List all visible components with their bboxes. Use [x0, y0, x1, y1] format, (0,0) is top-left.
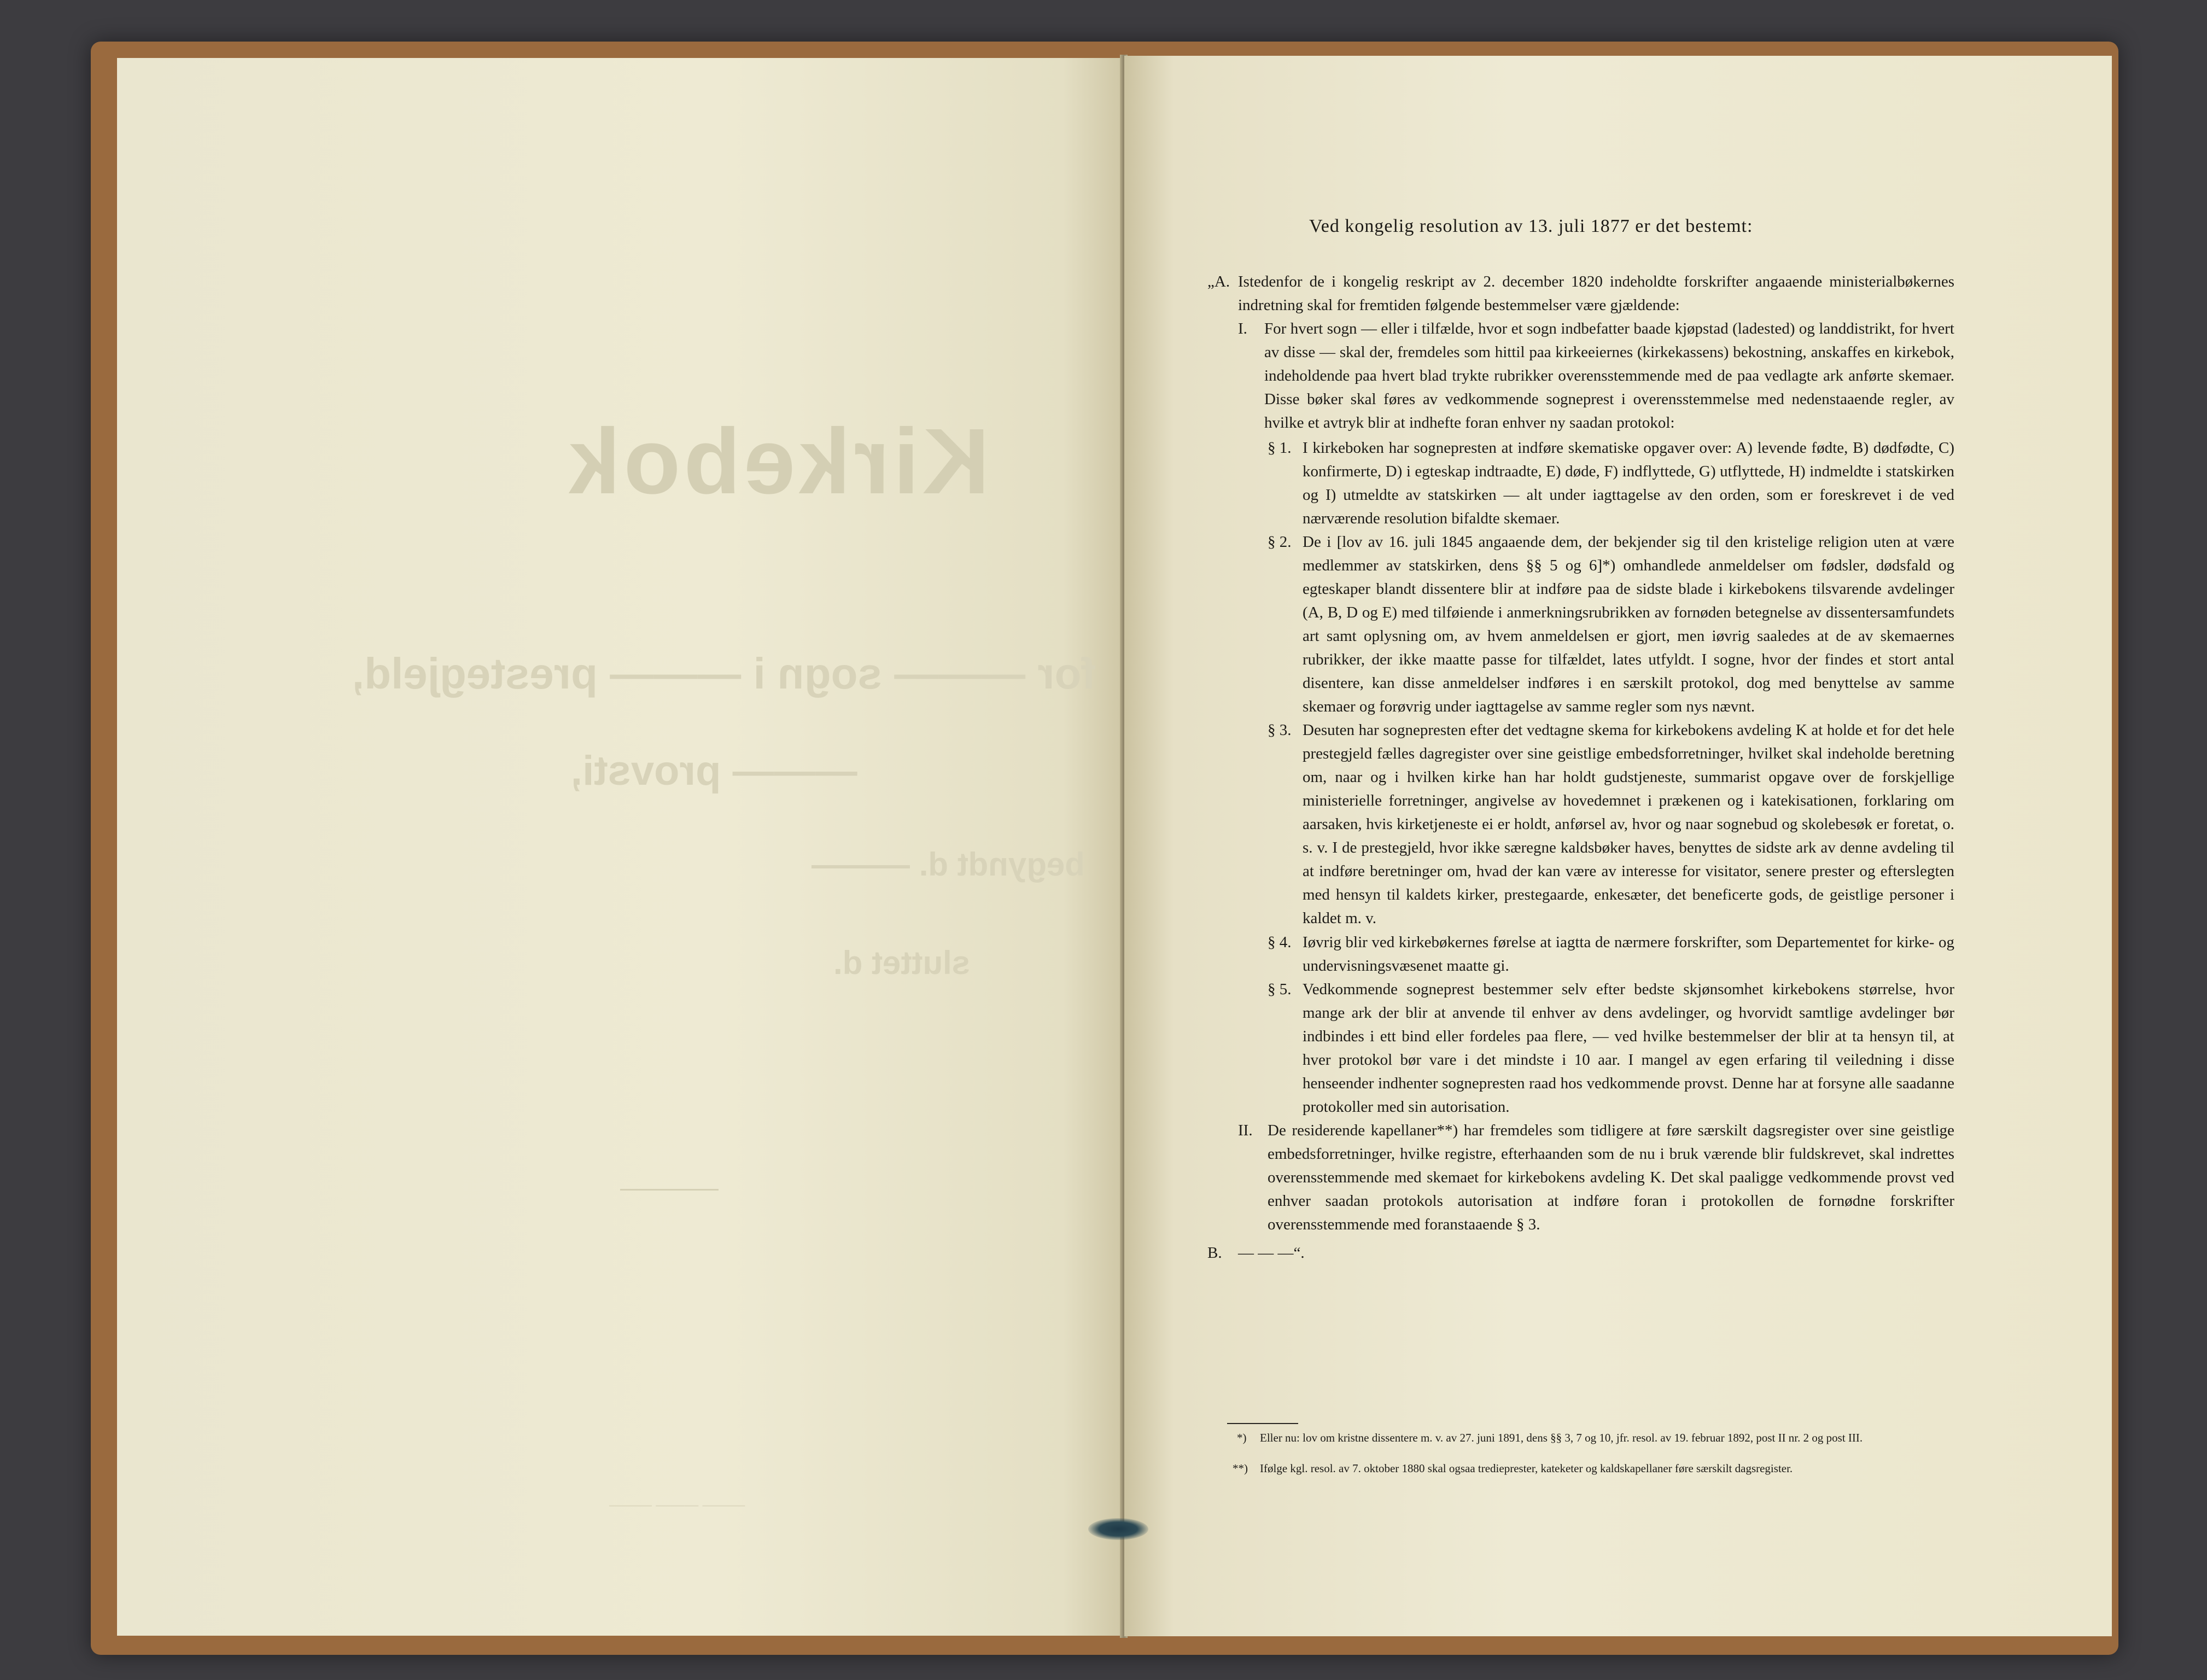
paragraph-3-text: Desuten har sognepresten efter det vedtagne skema for kirkebokens avdeling K at holde et for det hele prestegjeld fælles dagregister over sine geistlige embedsforretninger, hvilket skal indeholde beretning om, naar og i hvilken kirke han har holdt gudstjeneste, summarist opgave over de forskjellige ministerielle forretninger, angivelse av hovedemnet i prækenen og i katekisationen, forklaring om aarsaken, hvis kirketjeneste ei er holdt, anførsel av, hvor og naar sognebud og skolebesøk er foretat, o. s. v. I de prestegjeld, hvor ikke særegne kaldsbøker haves, benyttes de sidste ark av denne avdeling til at indføre beretninger om, hvad der kan være av interesse for visitator, senere prester og efterslegten med hensyn til kaldets kirker, prestegaarde, enkesæter, det beneficerte gods, de geistlige personer i kaldet m. v.: [1303, 721, 1954, 927]
section-b-text: — — —“.: [1238, 1244, 1305, 1262]
bleed-through-rule: [620, 1189, 719, 1191]
part-ii-text: De residerende kapellaner**) har fremdeles som tidligere at føre særskilt dagsregister over sine geistlige embedsforretninger, hvilke registre, efterhaanden som de nu i bruk værende blir fuldskrevet, skal indrettes overensstemmende med skemaet for kirkebokens avdeling K. Det skal paaligge vedkommende provst ved enhver saadan protokols autorisation at indføre foran i protokollen de fornødne forskrifter overensstemmende med foranstaaende § 3.: [1268, 1122, 1954, 1233]
footnote-2-text: Ifølge kgl. resol. av 7. oktober 1880 skal ogsaa tredieprester, kateketer og kaldskapellaner føre særskilt dagsregister.: [1260, 1462, 1793, 1475]
paragraph-5-text: Vedkommende sogneprest bestemmer selv efter bedste skjønsomhet kirkebokens størrelse, hvor mange ark der blir at anvende til enhver av dens avdelinger, og hvorvidt samtlige avdelinger bør indbindes i ett bind eller fordeles paa flere, — ved hvilke bestemmelser der blir at ta hensyn til, at hver protokol bør vare i det mindste i 10 aar. I mangel av egen erfaring til veiledning i disse henseender indhenter sognepresten raad hos vedkommende provst. Denne har at forsyne alle saadanne protokoller med sin autorisation.: [1303, 981, 1954, 1116]
part-ii-label: II.: [1238, 1122, 1253, 1139]
paragraph-1-text: I kirkeboken har sognepresten at indføre skematiske opgaver over: A) levende fødte, B) dødfødte, C) konfirmerte, D) i egteskap indtraadte, E) døde, F) indflyttede, G) utflyttede, H) indmeldte i statskirken og I) utmeldte av statskirken — alt under iagttagelse av den orden, som er foreskrevet i de ved nærværende resolution bifaldte skemaer.: [1303, 439, 1954, 527]
bleed-through-line: ——— provsti,: [571, 748, 857, 794]
footnote-2-mark: **): [1233, 1462, 1248, 1475]
ink-stain: [1088, 1518, 1148, 1540]
footnote-1-mark: *): [1237, 1431, 1247, 1444]
paragraph-2-text: De i [lov av 16. juli 1845 angaaende dem, der bekjender sig til den kristelige religion uten at være medlemmer av statskirken, dens §§ 5 og 6]*) omhandlede anmeldelser om fødsler, dødsfald og egteskaper blandt dissentere blir at indføre paa de sidste blade i kirkebokens tilsvarende avdelinger (A, B, D og E) med tilføiende i anmerkningsrubrikken av fornøden betegnelse av dissentersamfundets art samt oplysning om, av hvem anmeldelsen er gjort, men iøvrig saaledes at de av skemaernes rubrikker, der ikke maatte passe for tilfældet, lates utfyldt. I sogne, hvor der findes et stort antal disentere, kan disse anmeldelser indføres i en særskilt protokol, dog med benyttelse av samme skemaer og forøvrig under iagttagelse av samme regler som nys nævnt.: [1303, 533, 1954, 715]
part-i-text: For hvert sogn — eller i tilfælde, hvor et sogn indbefatter baade kjøpstad (ladested) og landdistrikt, for hvert av disse — skal der, fremdeles som hittil paa kirkeeiernes (kirkekassens) bekostning, anskaffes en kirkebok, indeholdende paa hvert blad trykte rubrikker overensstemmende med de paa vedlagte ark anførte skemaer. Disse bøker skal føres av vedkommende sogneprest i overensstemmelse med nedenstaaende regler, av hvilke et avtryk blir at indhefte foran enhver ny saadan protokol:: [1264, 320, 1954, 431]
section-b-label: B.: [1207, 1244, 1222, 1262]
paragraph-3-label: § 3.: [1268, 721, 1292, 739]
bleed-through-line: for ——— sogn i ——— prestegjeld,: [352, 649, 1096, 698]
bleed-through-line: sluttet d.: [833, 944, 970, 981]
paragraph-4-text: Iøvrig blir ved kirkebøkernes førelse at iagtta de nærmere forskrifter, som Departementet for kirke- og undervisningsvæsenet maatte gi.: [1303, 934, 1954, 975]
paragraph-5-label: § 5.: [1268, 981, 1292, 998]
section-a-label: „A.: [1207, 273, 1230, 290]
paragraph-4-label: § 4.: [1268, 934, 1292, 951]
paragraph-1-label: § 1.: [1268, 439, 1292, 457]
section-a-text: Istedenfor de i kongelig reskript av 2. december 1820 indeholdte forskrifter angaaende ministerialbøkernes indretning skal for fremtiden følgende bestemmelser være gjældende:: [1238, 273, 1954, 314]
footnote-rule: [1227, 1423, 1298, 1424]
left-page: [117, 58, 1123, 1636]
bleed-through-title: Kirkebok: [565, 410, 990, 514]
bleed-through-line: begyndt d. ———: [811, 846, 1085, 883]
paragraph-2-label: § 2.: [1268, 533, 1292, 551]
part-i-label: I.: [1238, 320, 1247, 337]
bleed-through-imprint: ——— ——— ———: [609, 1496, 745, 1513]
footnote-1-text: Eller nu: lov om kristne dissentere m. v. av 27. juni 1891, dens §§ 3, 7 og 10, jfr. resol. av 19. februar 1892, post II nr. 2 og post III.: [1260, 1431, 1863, 1444]
page-heading: Ved kongelig resolution av 13. juli 1877 er det bestemt:: [1309, 216, 1753, 236]
